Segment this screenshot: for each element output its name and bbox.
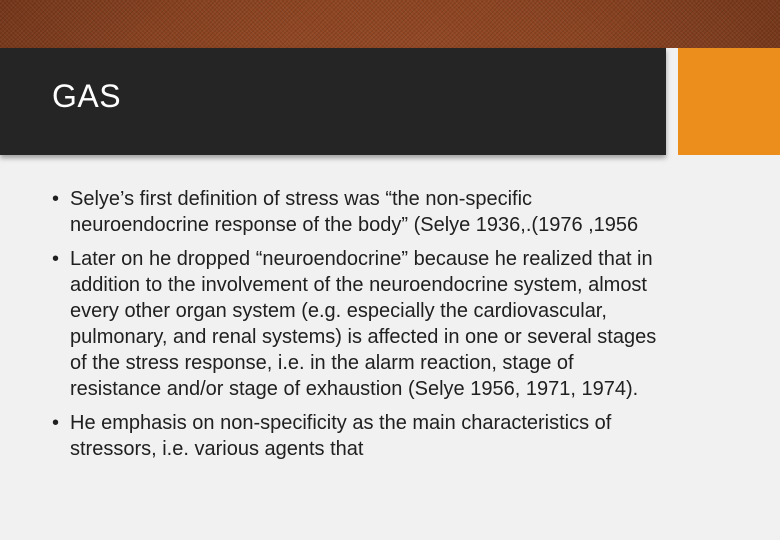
title-bar <box>0 48 666 155</box>
bullet-text: Later on he dropped “neuroendocrine” because he realized that in addition to the involvement of the neuroendocrine system, almost every other organ system (e.g. especially the cardiovascular, pulmonary, and renal systems) is affected in one or several stages of the stress response, i.e. in the alarm reaction, stage of resistance and/or stage of exhaustion (Selye 1956, 1971, 1974). <box>70 248 657 400</box>
accent-block <box>678 48 780 155</box>
bullet-list <box>52 186 662 470</box>
bullet-item <box>52 410 662 462</box>
bullet-item <box>52 186 662 238</box>
bullet-dot-icon: • <box>52 412 60 434</box>
bullet-item <box>52 246 662 402</box>
bullet-text: Selye’s first definition of stress was “the non-specific neuroendocrine response of the body” (Selye 1936,.(1976 ,1956 <box>70 188 639 236</box>
bullet-text: He emphasis on non-specificity as the main characteristics of stressors, i.e. various agents that <box>70 412 612 460</box>
slide-title: GAS <box>52 78 122 114</box>
bullet-dot-icon: • <box>52 188 60 210</box>
bullet-dot-icon: • <box>52 248 60 270</box>
